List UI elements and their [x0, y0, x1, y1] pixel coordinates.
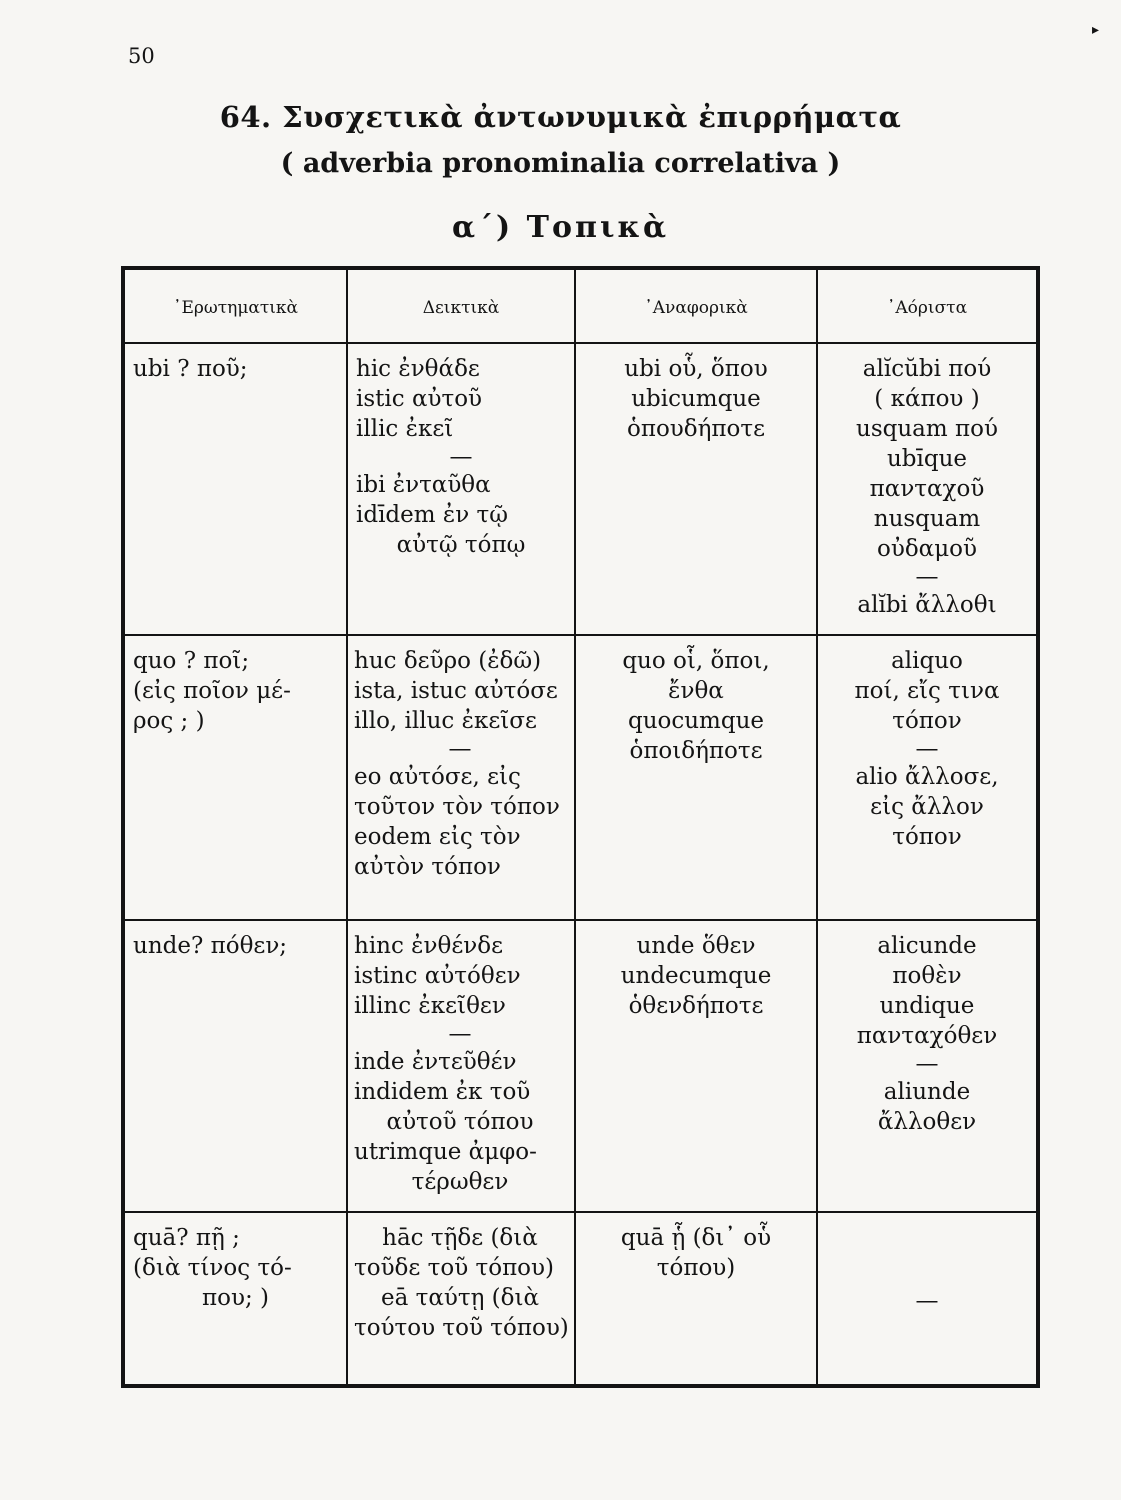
cell-line: ubīque — [886, 446, 968, 472]
cell-line: ubicumque — [631, 386, 761, 412]
cell-line: τοῦτον τὸν τόπον — [354, 793, 560, 820]
table-row — [123, 1212, 1038, 1386]
cell-line: alĭcŭbi πού — [862, 356, 992, 382]
cell-line: hinc ἐνθένδε — [354, 933, 504, 960]
cell-line: illic ἐκεῖ — [356, 416, 454, 442]
cell-line: indidem ἐκ τοῦ — [354, 1079, 531, 1106]
cell-line: inde ἐντεῦθέν — [354, 1049, 517, 1076]
cell-line: (διὰ τίνος τό- — [133, 1255, 292, 1282]
cell-line: undique — [879, 993, 975, 1020]
cell-line: πανταχόθεν — [856, 1023, 998, 1050]
relative-cell — [575, 920, 817, 1212]
cell-line: unde ὅθεν — [636, 933, 756, 960]
cell-line: ibi ἐνταῦθα — [356, 472, 491, 498]
cell-line: ubi ? ποῦ; — [133, 356, 248, 382]
cell-line: quo οἷ, ὅποι, — [622, 647, 770, 674]
cell-line: hāc τῇδε (διὰ — [382, 1225, 538, 1252]
table-row — [123, 920, 1038, 1212]
demonstrative-cell — [347, 635, 575, 921]
indefinite-cell — [817, 1212, 1038, 1386]
cell-line: alicunde — [877, 933, 977, 960]
cell-line: ubi οὗ, ὅπου — [624, 356, 768, 382]
separator-dash: — — [448, 1021, 472, 1048]
cell-line: (εἰς ποῖον μέ- — [133, 677, 291, 704]
separator-dash: — — [449, 444, 473, 470]
separator-dash: — — [915, 1051, 939, 1078]
cell-line: πανταχοῦ — [869, 476, 985, 502]
separator-dash: — — [448, 735, 472, 762]
cell-line: εἰς ἄλλον — [870, 793, 984, 820]
header-indefinite: ᾿Αόριστα — [817, 268, 1038, 343]
cell-line: ρος ; ) — [133, 707, 205, 734]
section-subtitle: ( adverbia pronominalia correlativa ) — [280, 148, 841, 179]
cell-line: τόπον — [892, 707, 962, 734]
demonstrative-cell — [347, 920, 575, 1212]
cell-line: idīdem ἐν τῷ — [356, 502, 509, 528]
cell-line: eodem εἰς τὸν — [354, 823, 521, 850]
cell-line: αὐτοῦ τόπου — [386, 1109, 534, 1136]
cell-line: ὁθενδήποτε — [628, 993, 764, 1020]
cell-line: ἔνθα — [668, 677, 724, 704]
cell-line: istinc αὐτόθεν — [354, 963, 521, 990]
table-row — [123, 343, 1038, 635]
cell-line: αὐτὸν τόπον — [354, 853, 501, 880]
cell-line: hic ἐνθάδε — [356, 356, 480, 382]
cell-line: utrimque ἀμφο- — [354, 1139, 537, 1166]
cell-line: quā ᾗ (δι᾿ οὗ — [620, 1225, 772, 1252]
header-demonstrative: Δεικτικὰ — [347, 268, 575, 343]
cell-line: eā ταύτῃ (διὰ — [380, 1285, 540, 1312]
page-number: 50 — [128, 44, 155, 68]
cell-line: illinc ἐκεῖθεν — [354, 993, 506, 1020]
cell-line: aliquo — [891, 647, 963, 674]
demonstrative-cell — [347, 1212, 575, 1386]
subsection-title: α΄) Τοπικὰ — [451, 210, 670, 245]
cell-line: quo ? ποῖ; — [133, 647, 250, 674]
cell-line: ποί, εἴς τινα — [854, 677, 1000, 704]
cell-line: istic αὐτοῦ — [356, 386, 483, 412]
cell-line: nusquam — [873, 506, 981, 532]
cell-line: τόπου) — [656, 1255, 736, 1282]
cell-line: alĭbi ἄλλοθι — [857, 592, 997, 618]
cell-line: illo, illuc ἐκεῖσε — [354, 707, 537, 734]
cell-line: τέρωθεν — [411, 1169, 509, 1196]
cell-line: ( κάπου ) — [874, 386, 980, 412]
cell-line: οὐδαμοῦ — [877, 536, 977, 562]
interrogative-cell — [123, 1212, 347, 1386]
cell-line: quocumque — [627, 707, 765, 734]
header-row — [123, 268, 1038, 343]
cell-line: τόπον — [892, 823, 962, 850]
cell-line: ista, istuc αὐτόσε — [354, 677, 558, 704]
cell-line: αὐτῷ τόπῳ — [396, 532, 526, 558]
cell-line: huc δεῦρο (ἐδῶ) — [354, 647, 542, 674]
correlative-adverbs-table — [121, 266, 1040, 1388]
header-relative: ᾿Αναφορικὰ — [575, 268, 817, 343]
interrogative-cell — [123, 635, 347, 921]
cell-line: ἄλλοθεν — [877, 1109, 977, 1136]
section-title: 64. Συσχετικὰ ἀντωνυμικὰ ἐπιρρήματα — [219, 100, 902, 134]
cell-line: eo αὐτόσε, εἰς — [354, 763, 521, 790]
cell-line: aliunde — [883, 1079, 971, 1106]
cell-line: quā? πῇ ; — [133, 1225, 240, 1252]
separator-dash: — — [915, 735, 939, 762]
interrogative-cell — [123, 343, 347, 635]
cell-line: usquam πού — [856, 416, 998, 442]
table-row — [123, 635, 1038, 921]
cell-line: ὁποιδήποτε — [629, 737, 763, 764]
separator-dash: — — [915, 564, 939, 590]
indefinite-cell — [817, 920, 1038, 1212]
cell-line: που; ) — [202, 1285, 269, 1312]
interrogative-cell — [123, 920, 347, 1212]
cell-line: τούτου τοῦ τόπου) — [354, 1315, 569, 1342]
cell-line: undecumque — [620, 963, 772, 990]
relative-cell — [575, 1212, 817, 1386]
header-interrogative: ᾿Ερωτηματικὰ — [123, 268, 347, 343]
relative-cell — [575, 635, 817, 921]
cell-line: ὁπουδήποτε — [626, 416, 766, 442]
relative-cell — [575, 343, 817, 635]
demonstrative-cell — [347, 343, 575, 635]
indefinite-cell — [817, 635, 1038, 921]
cell-line: τοῦδε τοῦ τόπου) — [354, 1255, 554, 1282]
cell-line: unde? πόθεν; — [133, 933, 288, 960]
corner-mark: ▸ — [1092, 22, 1100, 38]
cell-line: ποθὲν — [892, 963, 962, 990]
cell-line: alio ἄλλοσε, — [855, 763, 999, 790]
cell-line: — — [915, 1287, 939, 1314]
indefinite-cell — [817, 343, 1038, 635]
